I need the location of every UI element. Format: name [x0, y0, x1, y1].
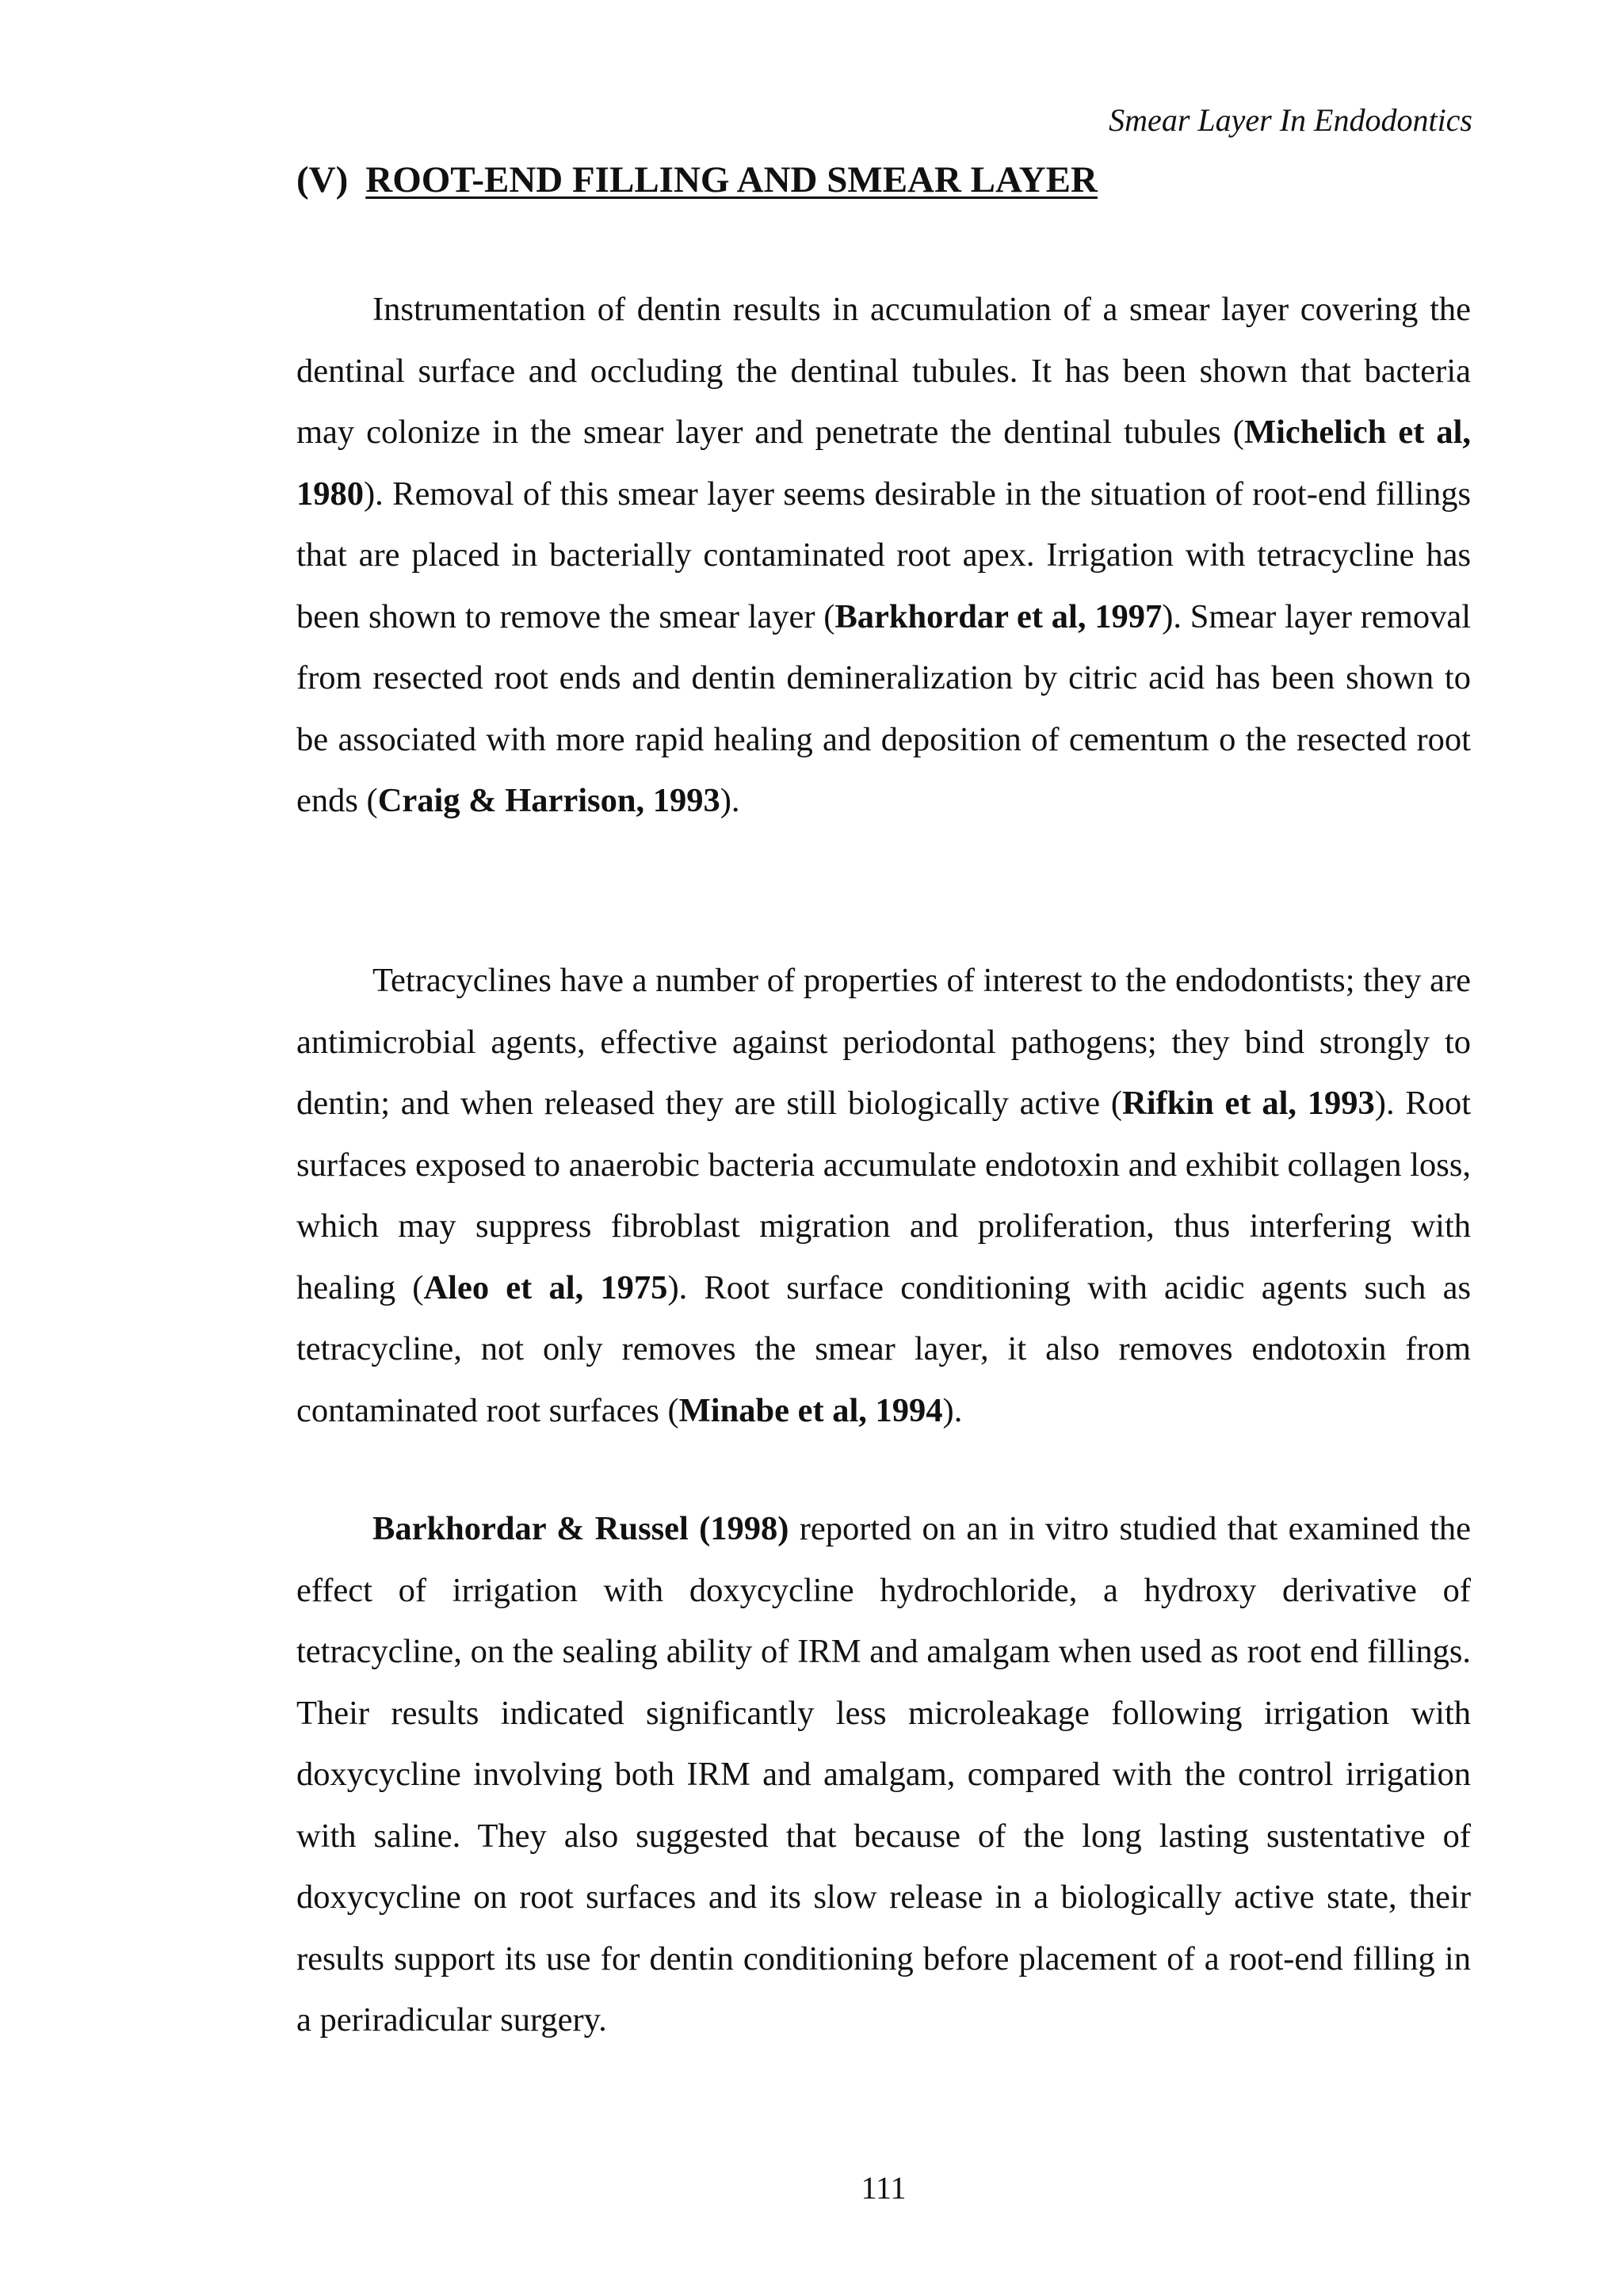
section-number: (V) — [296, 159, 349, 200]
citation: Rifkin et al, 1993 — [1122, 1085, 1375, 1122]
section-heading — [296, 155, 1098, 204]
paragraph-text: ). — [942, 1391, 963, 1429]
page-number: 111 — [861, 2170, 907, 2206]
citation: Michelich et al, 1980 — [296, 414, 1471, 513]
paragraph-text: reported on an in vitro studied that examined the effect of irrigation with doxycycline hydrochloride, a hydroxy derivative of tetracycline, on the sealing ability of IRM and amalgam when used as root end fillings. Their results indicated significantly less microleakage following irrigation with doxycycline involving both IRM and amalgam, compared with the control irrigation with saline. They also suggested that because of the long lasting sustentative of doxycycline on root surfaces and its slow release in a biologically active state, their results support its use for dentin conditioning before placement of a root-end filling in a periradicular surgery. — [296, 1510, 1471, 2039]
paragraph-text: Instrumentation of dentin results in accumulation of a smear layer covering the dentinal surface and occluding the dentinal tubules. It has been shown that bacteria may colonize in the smear layer and penetrate the dentinal tubules ( — [296, 291, 1471, 451]
paragraph-text: ). — [720, 782, 740, 819]
citation: Barkhordar & Russel (1998) — [372, 1510, 789, 1547]
running-header: Smear Layer In Endodontics — [1109, 102, 1472, 138]
citation: Craig & Harrison, 1993 — [377, 782, 720, 819]
paragraph-text: ). Root surfaces exposed to anaerobic bacteria accumulate endotoxin and exhibit collagen loss, which may suppress fibroblast migration and proliferation, thus interfering with healing ( — [296, 1085, 1472, 1306]
paragraph-text: ). Root surface conditioning with acidic agents such as tetracycline, not only removes the smear layer, it also removes endotoxin from contaminated root surfaces ( — [296, 1268, 1472, 1429]
section-title: ROOT-END FILLING AND SMEAR LAYER — [365, 159, 1098, 200]
paragraph-3 — [296, 1498, 1471, 2051]
citation: Barkhordar et al, 1997 — [834, 597, 1163, 635]
paragraph-2 — [296, 950, 1471, 1441]
paragraph-text: ). Removal of this smear layer seems desirable in the situation of root-end fillings that are placed in bacterially contaminated root apex. Irrigation with tetracycline has been shown to remove the smear layer ( — [296, 475, 1471, 635]
paragraph-1 — [296, 279, 1471, 832]
citation: Aleo et al, 1975 — [423, 1268, 668, 1306]
paragraph-text: Tetracyclines have a number of properties of interest to the endodontists; they are antimicrobial agents, effective against periodontal pathogens; they bind strongly to dentin; and when released they are still biologically active ( — [296, 962, 1471, 1122]
citation: Minabe et al, 1994 — [678, 1391, 943, 1429]
paragraph-text: ). Smear layer removal from resected root ends and dentin demineralization by citric acid has been shown to be associated with more rapid healing and deposition of cementum o the resected root ends ( — [296, 597, 1471, 819]
